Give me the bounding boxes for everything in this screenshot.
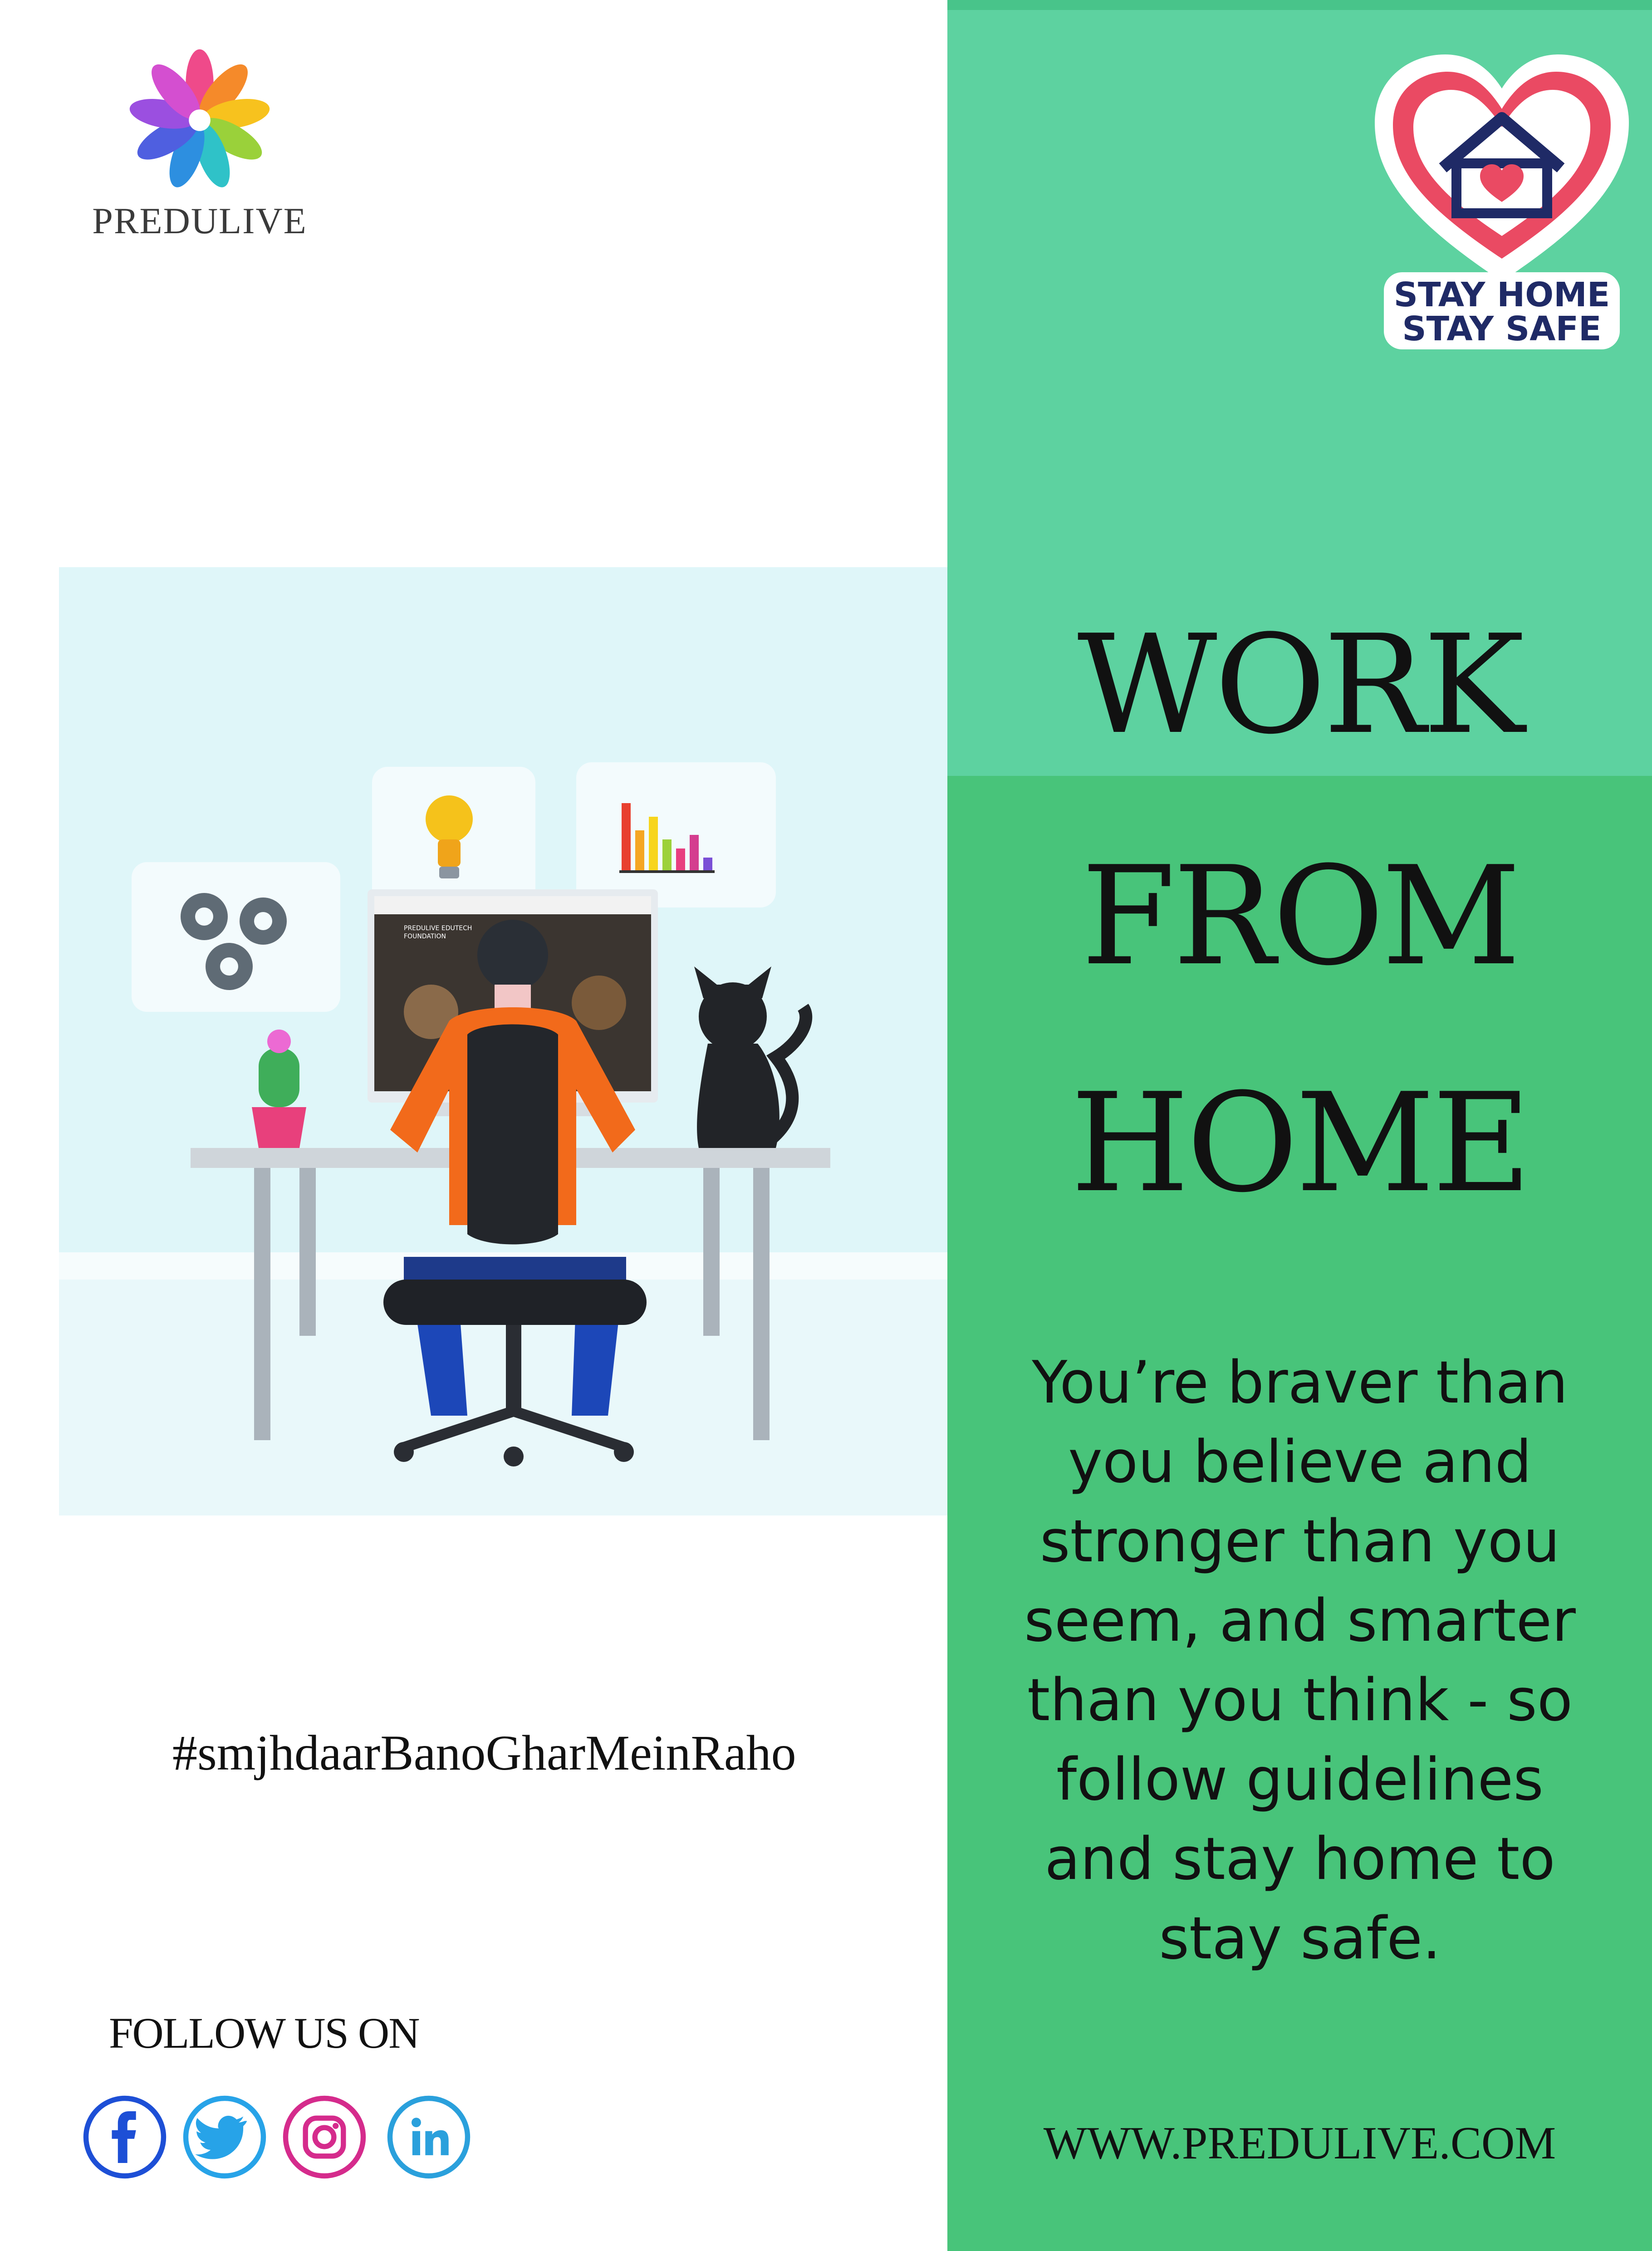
- badge-line-2: STAY SAFE: [1402, 309, 1602, 348]
- stay-home-heart-badge-icon: [1366, 45, 1638, 354]
- headline-line-2: FROM: [1081, 837, 1519, 996]
- screen-org-line-2: FOUNDATION: [404, 933, 446, 940]
- desk-leg: [254, 1168, 270, 1440]
- predulive-flower-logo-icon: [123, 43, 277, 197]
- headline-line-1: WORK: [1077, 606, 1522, 764]
- screen-org-line-1: PREDULIVE EDUTECH: [404, 925, 472, 932]
- facebook-icon[interactable]: [82, 2094, 168, 2180]
- linkedin-icon[interactable]: [386, 2094, 472, 2180]
- headline-line-3: HOME: [1070, 1064, 1529, 1222]
- gears-bubble: [132, 862, 340, 1012]
- chart-bubble: [576, 762, 776, 907]
- website-url[interactable]: WWW.PREDULIVE.COM: [1043, 2118, 1556, 2169]
- work-from-home-illustration: [59, 567, 947, 1515]
- brand-name: PREDULIVE: [92, 200, 307, 241]
- motivational-quote: You’re braver than you believe and stronger than you seem, and smarter than you think - so follow guidelines and stay home to stay safe.: [1024, 1349, 1576, 1972]
- desk-leg: [703, 1168, 720, 1336]
- right-panel-top-strip: [947, 0, 1652, 10]
- desk-leg: [299, 1168, 316, 1336]
- follow-us-label: FOLLOW US ON: [109, 2009, 419, 2057]
- badge-line-1: STAY HOME: [1393, 275, 1610, 314]
- hashtag: #smjhdaarBanoGharMeinRaho: [172, 1725, 796, 1780]
- instagram-icon[interactable]: [281, 2094, 368, 2180]
- desk-leg: [753, 1168, 770, 1440]
- twitter-icon[interactable]: [181, 2094, 268, 2180]
